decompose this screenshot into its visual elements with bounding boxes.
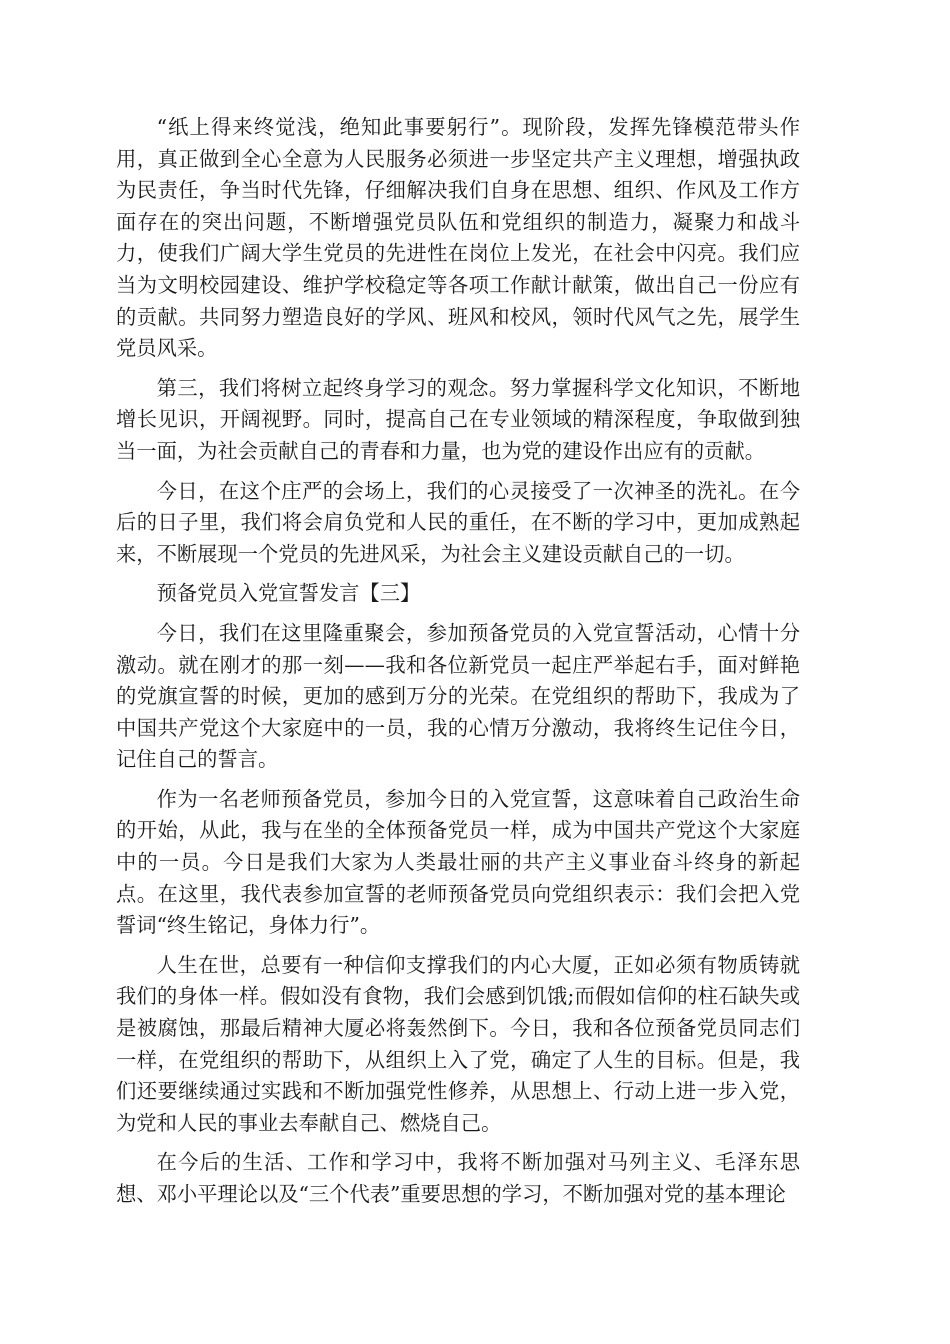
paragraph-5: 作为一名老师预备党员，参加今日的入党宣誓，这意味着自己政治生命的开始，从此，我与在坐的全体预备党员一样，成为中国共产党这个大家庭中的一员。今日是我们大家为人类最壮丽的共产主义事业奋斗终身的新起点。在这里，我代表参加宣誓的老师预备党员向党组织表示：我们会把入党誓词“终生铭记，身体力行”。 — [116, 786, 800, 938]
document-body — [116, 112, 800, 1219]
paragraph-1: “纸上得来终觉浅，绝知此事要躬行”。现阶段，发挥先锋模范带头作用，真正做到全心全意为人民服务必须进一步坚定共产主义理想，增强执政为民责任，争当时代先锋，仔细解决我们自身在思想、组织、作风及工作方面存在的突出问题，不断增强党员队伍和党组织的制造力，凝聚力和战斗力，使我们广阔大学生党员的先进性在岗位上发光，在社会中闪亮。我们应当为文明校园建设、维护学校稳定等各项工作献计献策，做出自己一份应有的贡献。共同努力塑造良好的学风、班风和校风，领时代风气之先，展学生党员风采。 — [116, 115, 800, 361]
paragraph-6: 人生在世，总要有一种信仰支撑我们的内心大厦，正如必须有物质铸就我们的身体一样。假如没有食物，我们会感到饥饿;而假如信仰的柱石缺失或是被腐蚀，那最后精神大厦必将轰然倒下。今日，我和各位预备党员同志们一样，在党组织的帮助下，从组织上入了党，确定了人生的目标。但是，我们还要继续通过实践和不断加强党性修养，从思想上、行动上进一步入党，为党和人民的事业去奉献自己、燃烧自己。 — [116, 952, 800, 1135]
paragraph-4: 今日，我们在这里隆重聚会，参加预备党员的入党宣誓活动，心情十分激动。就在刚才的那一刻——我和各位新党员一起庄严举起右手，面对鲜艳的党旗宣誓的时候，更加的感到万分的光荣。在党组织的帮助下，我成为了中国共产党这个大家庭中的一员，我的心情万分激动，我将终生记住今日，记住自己的誓言。 — [116, 620, 800, 772]
paragraph-7: 在今后的生活、工作和学习中，我将不断加强对马列主义、毛泽东思想、邓小平理论以及“三个代表”重要思想的学习，不断加强对党的基本理论 — [116, 1150, 800, 1206]
section-heading: 预备党员入党宣誓发言【三】 — [156, 581, 421, 606]
paragraph-3: 今日，在这个庄严的会场上，我们的心灵接受了一次神圣的洗礼。在今后的日子里，我们将会肩负党和人民的重任，在不断的学习中，更加成熟起来，不断展现一个党员的先进风采，为社会主义建设贡献自己的一切。 — [116, 478, 800, 566]
paragraph-2: 第三，我们将树立起终身学习的观念。努力掌握科学文化知识，不断地增长见识，开阔视野。同时，提高自己在专业领域的精深程度，争取做到独当一面，为社会贡献自己的青春和力量，也为党的建设作出应有的贡献。 — [116, 375, 800, 463]
